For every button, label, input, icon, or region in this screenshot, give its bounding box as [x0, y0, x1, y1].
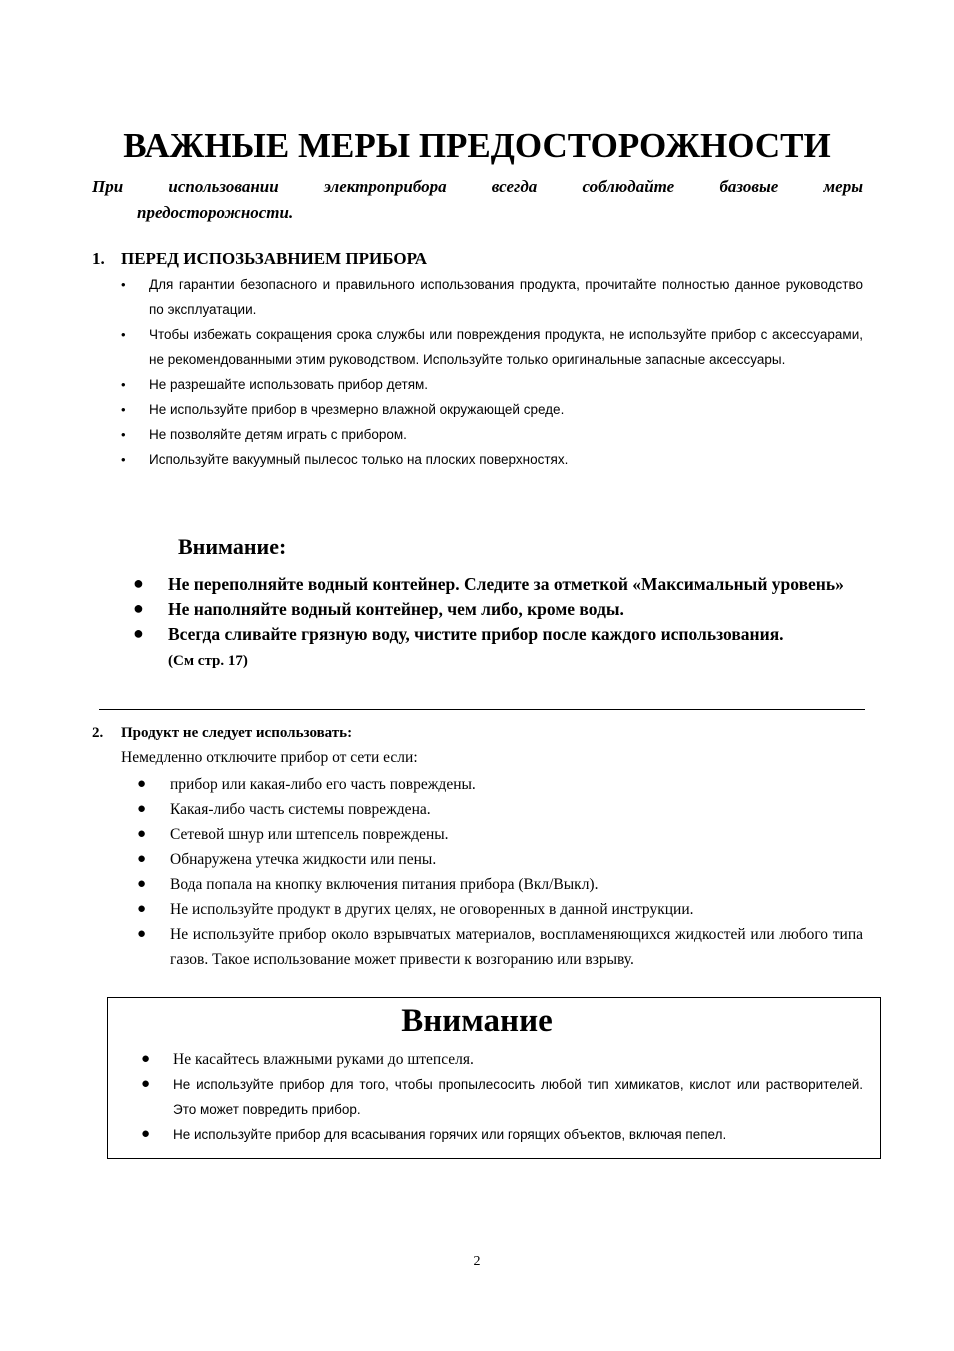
bullet-icon: ●	[137, 901, 147, 917]
list-item: • Не разрешайте использовать прибор детям.	[121, 372, 863, 397]
bullet-icon: •	[121, 427, 126, 442]
bullet-icon: ●	[137, 851, 147, 867]
list-item: ● Всегда сливайте грязную воду, чистите прибор после каждого использования. (См стр. 17)	[133, 623, 784, 669]
list-item: • Не позволяйте детям играть с прибором.	[121, 422, 863, 447]
warning-1-heading: Внимание:	[178, 534, 287, 559]
bullet-icon: ●	[137, 826, 147, 842]
bullet-icon: •	[121, 377, 126, 392]
list-item: • Для гарантии безопасного и правильного использования продукта, прочитайте полностью данное руководство по эксплуатации.	[121, 272, 863, 322]
bullet-icon: ●	[137, 876, 147, 892]
page-reference: (См стр. 17)	[168, 653, 248, 669]
list-item: ● Не используйте прибор около взрывчатых материалов, воспламеняющихся жидкостей или любого типа газов. Такое использование может привести к возгоранию или взрыву.	[137, 922, 863, 972]
bullet-icon: ●	[137, 776, 147, 792]
list-item: ● Сетевой шнур или штепсель повреждены.	[137, 822, 863, 847]
list-item: ● Обнаружена утечка жидкости или пены.	[137, 847, 863, 872]
bullet-icon: ●	[133, 598, 144, 618]
section-2-list	[137, 772, 863, 972]
bullet-icon: ●	[141, 1051, 151, 1067]
bullet-icon: ●	[137, 801, 147, 817]
warning-1-list	[133, 572, 863, 674]
list-item: • Не используйте прибор в чрезмерно влажной окружающей среде.	[121, 397, 863, 422]
bullet-icon: ●	[141, 1126, 151, 1142]
warning-2-heading: Внимание	[401, 1003, 553, 1039]
list-item: ● Какая-либо часть системы повреждена.	[137, 797, 863, 822]
page-number: 2	[473, 1254, 481, 1269]
bullet-icon: •	[121, 402, 126, 417]
intro-line-1: При использовании электроприбора всегда соблюдайте базовые меры	[92, 177, 863, 196]
bullet-icon: ●	[141, 1076, 151, 1092]
section-1-heading: ПЕРЕД ИСПОЗЬЗАВНИЕМ ПРИБОРА	[121, 249, 428, 268]
bullet-icon: ●	[137, 926, 147, 942]
bullet-icon: •	[121, 452, 126, 467]
list-item: ● Не переполняйте водный контейнер. Следите за отметкой «Максимальный уровень»	[133, 573, 844, 594]
section-2-heading: Продукт не следует использовать:	[121, 725, 353, 741]
section-1-list	[121, 272, 863, 472]
list-item: ● Не касайтесь влажными руками до штепселя.	[141, 1047, 863, 1072]
section-2-number: 2.	[92, 725, 104, 741]
list-item: ● Вода попала на кнопку включения питания прибора (Вкл/Выкл).	[137, 872, 863, 897]
intro-line-2: предосторожности.	[137, 203, 294, 222]
bullet-icon: ●	[133, 623, 144, 643]
bullet-icon: •	[121, 277, 126, 292]
list-item: ● Не наполняйте водный контейнер, чем либо, кроме воды.	[133, 598, 624, 619]
divider	[99, 709, 865, 710]
section-1-number: 1.	[92, 249, 105, 268]
list-item: ● прибор или какая-либо его часть повреждены.	[137, 772, 863, 797]
section-2-subheading: Немедленно отключите прибор от сети если:	[121, 749, 418, 766]
bullet-icon: •	[121, 327, 126, 342]
list-item: ● Не используйте прибор для того, чтобы пропылесосить любой тип химикатов, кислот или растворителей. Это может повредить прибор.	[141, 1072, 863, 1122]
list-item: • Чтобы избежать сокращения срока службы или повреждения продукта, не используйте прибор с аксессуарами, не рекомендованными этим руководством. Используйте только оригинальные запасные аксессуары.	[121, 322, 863, 372]
warning-2-list	[141, 1047, 863, 1147]
bullet-icon: ●	[133, 573, 144, 593]
page-title: ВАЖНЫЕ МЕРЫ ПРЕДОСТОРОЖНОСТИ	[123, 126, 831, 165]
list-item: ● Не используйте прибор для всасывания горячих или горящих объектов, включая пепел.	[141, 1122, 863, 1147]
list-item: • Используйте вакуумный пылесос только на плоских поверхностях.	[121, 447, 863, 472]
list-item: ● Не используйте продукт в других целях, не оговоренных в данной инструкции.	[137, 897, 863, 922]
